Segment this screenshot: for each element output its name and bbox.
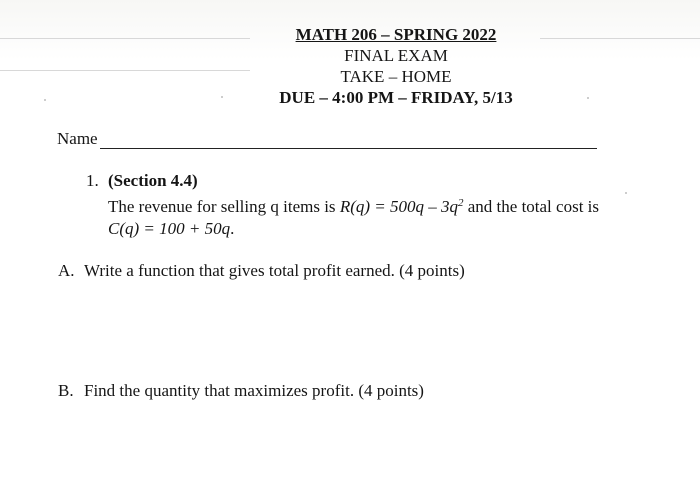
question-1-heading — [86, 170, 646, 192]
cost-end: . — [230, 219, 235, 238]
question-1-text — [86, 192, 646, 240]
name-label: Name — [57, 129, 98, 148]
name-field — [57, 129, 597, 149]
question-text-middle: and the total cost is — [467, 197, 600, 216]
exam-header — [240, 24, 552, 108]
exam-type: TAKE – HOME — [340, 67, 452, 86]
question-number: 1. — [86, 171, 99, 190]
question-text-before: The revenue for selling q items is — [108, 197, 336, 216]
part-a — [58, 260, 465, 282]
part-a-text: Write a function that gives total profit earned. (4 points) — [84, 261, 465, 280]
part-b-label: B. — [58, 381, 74, 400]
question-section: (Section 4.4) — [108, 171, 198, 190]
name-blank-line[interactable] — [100, 133, 597, 149]
scan-speck — [587, 97, 589, 99]
revenue-exponent: 2 — [458, 197, 464, 209]
exam-title: FINAL EXAM — [344, 46, 448, 65]
revenue-function: $R(q) = 500q - 3q^2$ — [339, 197, 464, 216]
scan-speck — [44, 99, 46, 101]
part-b — [58, 380, 424, 402]
scan-artifact-line — [0, 38, 250, 39]
scan-speck — [221, 96, 223, 98]
cost-function: C(q) = 100 + 50q — [108, 219, 231, 238]
scan-artifact-line — [540, 38, 700, 39]
due-date: DUE – 4:00 PM – FRIDAY, 5/13 — [279, 88, 513, 107]
part-b-text: Find the quantity that maximizes profit. (4 points) — [84, 381, 424, 400]
course-title: MATH 206 – SPRING 2022 — [295, 25, 497, 44]
part-a-label: A. — [58, 261, 75, 280]
question-1 — [86, 170, 646, 240]
scan-artifact-line — [0, 70, 250, 71]
